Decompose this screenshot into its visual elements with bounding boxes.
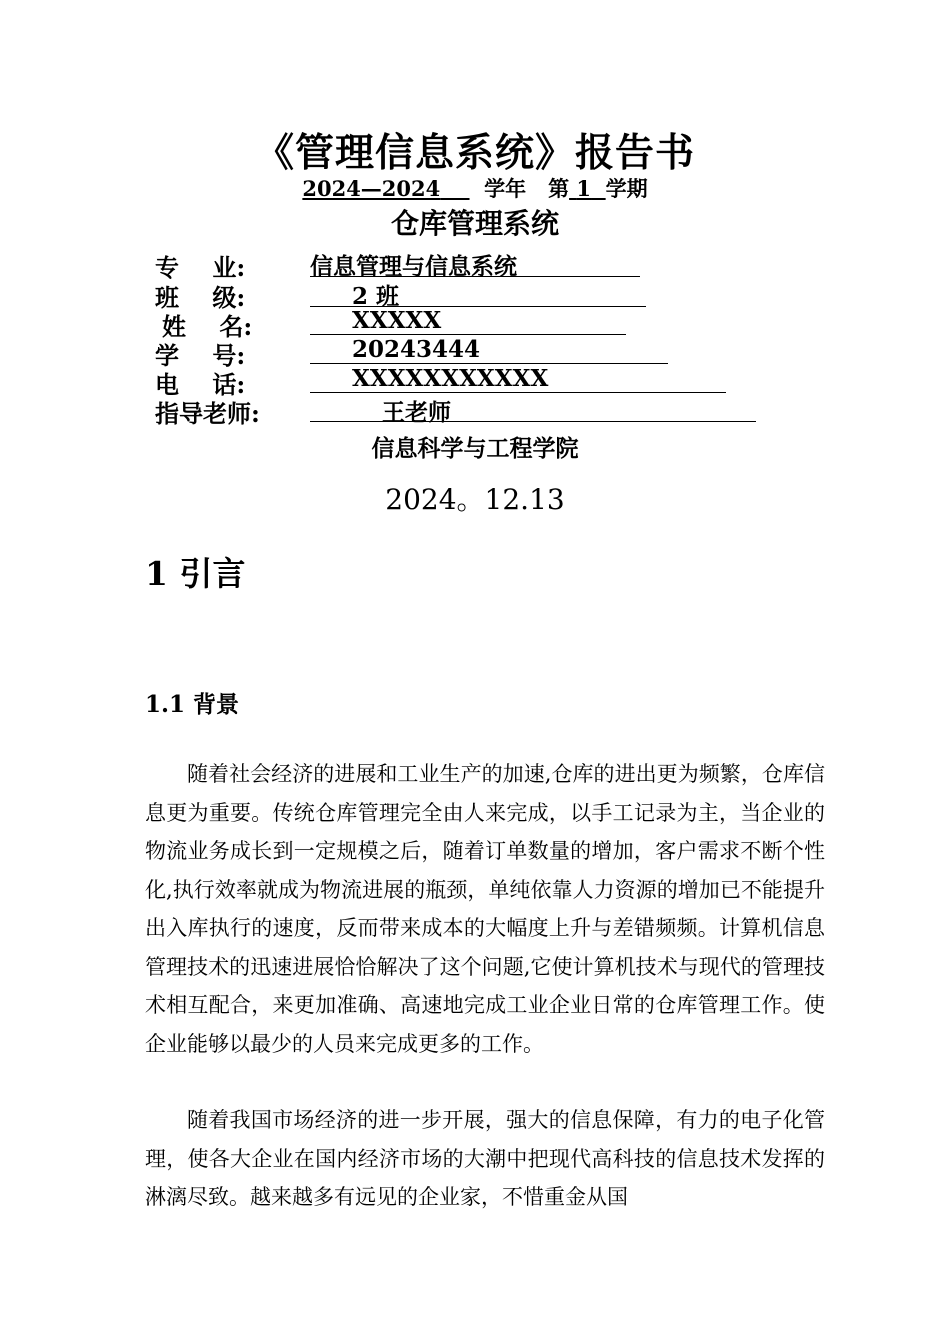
term-number: 1 [576,176,592,201]
major-value: 信息管理与信息系统 [310,253,517,280]
class-label: 班 级: [155,283,246,312]
term-prefix: 第 [548,176,570,201]
major-label: 专 业: [155,253,246,282]
name-label: 姓 名: [162,312,253,341]
year-word: 学年 [484,176,527,201]
report-title: 《管理信息系统》报告书 [254,130,695,176]
section-heading: 1 引言 [145,554,246,593]
advisor-label: 指导老师: [155,399,260,428]
body-paragraph: 随着我国市场经济的进一步开展，强大的信息保障，有力的电子化管理，使各大企业在国内经济市场的大潮中把现代高科技的信息技术发挥的淋漓尽致。越来越多有远见的企业家，不惜重金从国 [145,1108,825,1209]
system-subtitle: 仓库管理系统 [390,207,559,240]
subsection-heading: 1.1 背景 [145,691,240,718]
term-suffix: 学期 [605,176,648,201]
phone-underline [310,392,726,393]
advisor-underline [310,421,756,422]
phone-value: XXXXXXXXXXX [352,365,549,392]
name-underline [310,334,626,335]
report-date: 2024。12.13 [385,483,565,516]
body-paragraph: 随着社会经济的进展和工业生产的加速,仓库的进出更为频繁，仓库信息更为重要。传统仓库管理完全由人来完成，以手工记录为主，当企业的物流业务成长到一定规模之后，随着订单数量的增加，客户需求不断个性化,执行效率就成为物流进展的瓶颈，单纯依靠人力资源的增加已不能提升出入库执行的速度，反而带来成本的大幅度上升与差错频频。计算机信息管理技术的迅速进展恰恰解决了这个问题,它使计算机技术与现代的管理技术相互配合，来更加准确、高速地完成工业企业日常的仓库管理工作。使企业能够以最少的人员来完成更多的工作。 [145,762,825,1056]
academic-term-line [0,173,950,203]
school-name: 信息科学与工程学院 [371,435,579,462]
student-id-value: 20243444 [352,336,481,363]
major-underline [310,276,640,277]
name-value: XXXXX [352,307,442,334]
phone-label: 电 话: [155,370,246,399]
student-id-underline [310,363,668,364]
year-range: 2024—2024 [302,176,441,201]
advisor-value: 王老师 [382,399,451,426]
class-value: 2 班 [352,283,400,310]
student-id-label: 学 号: [155,341,246,370]
